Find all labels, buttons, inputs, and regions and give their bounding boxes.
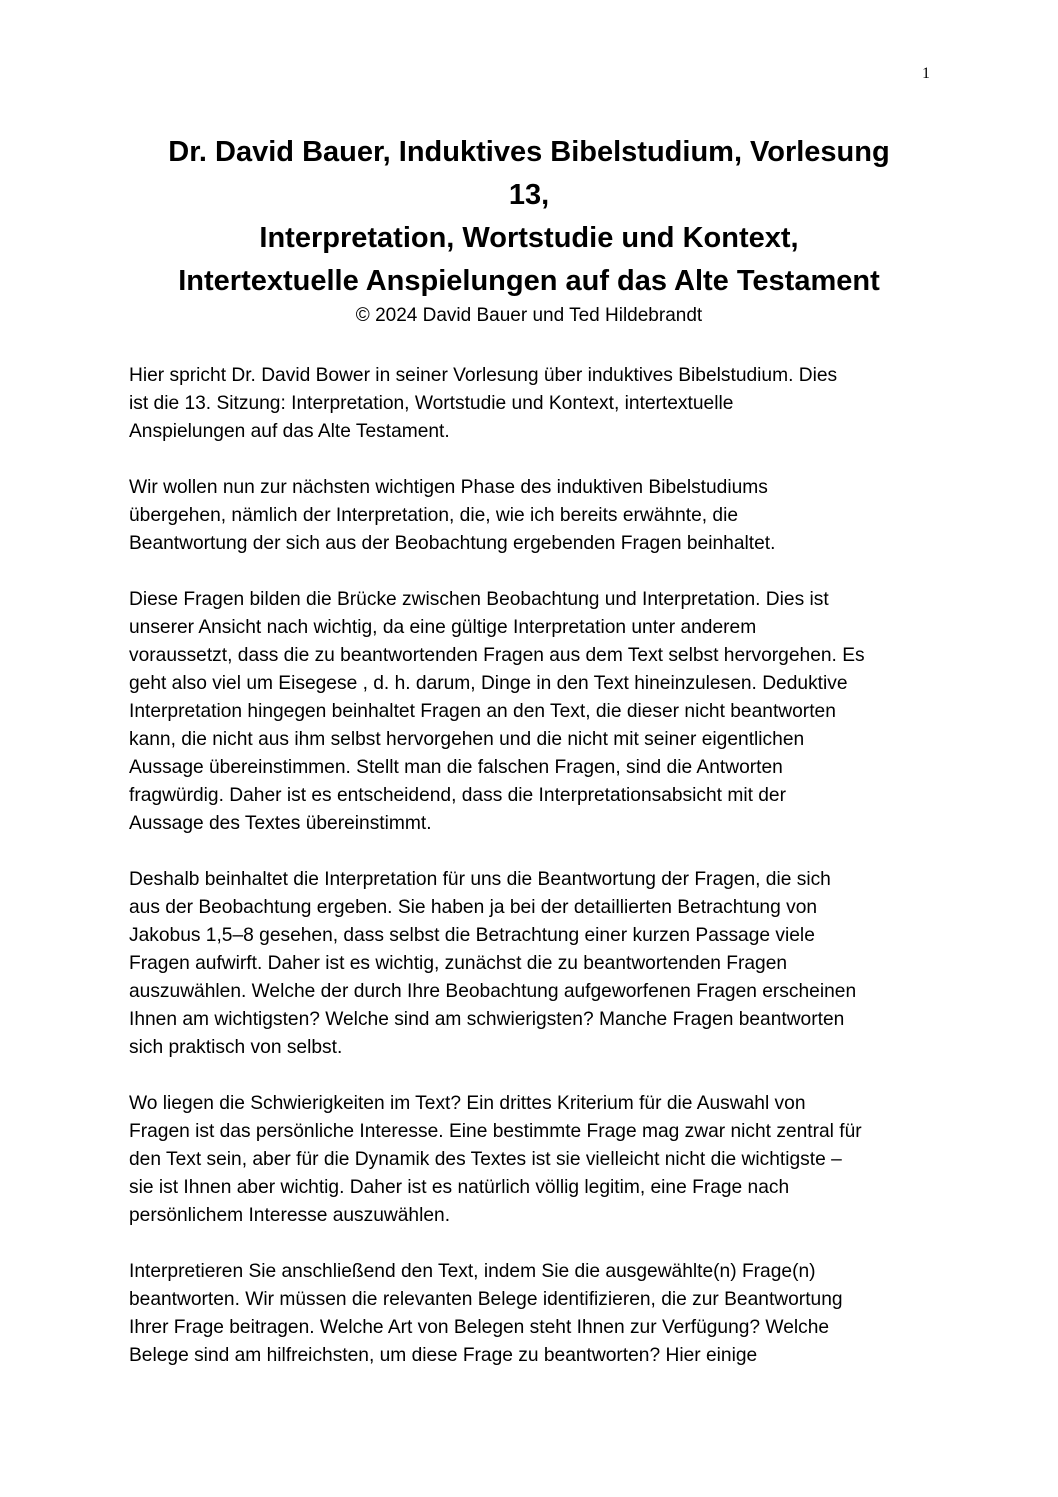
- text-line: Beantwortung der sich aus der Beobachtung ergebenden Fragen beinhaltet.: [129, 533, 776, 554]
- paragraph-3: [129, 586, 939, 838]
- text-line: übergehen, nämlich der Interpretation, die, wie ich bereits erwähnte, die: [129, 505, 739, 526]
- text-line: sie ist Ihnen aber wichtig. Daher ist es natürlich völlig legitim, eine Frage nach: [129, 1177, 790, 1198]
- text-line: ist die 13. Sitzung: Interpretation, Wortstudie und Kontext, intertextuelle: [129, 393, 734, 414]
- title-line-3: Interpretation, Wortstudie und Kontext,: [259, 222, 799, 254]
- text-line: Diese Fragen bilden die Brücke zwischen Beobachtung und Interpretation. Dies ist: [129, 589, 829, 610]
- text-line: Deshalb beinhaltet die Interpretation für uns die Beantwortung der Fragen, die sich: [129, 869, 831, 890]
- page-number: 1: [922, 65, 930, 82]
- title-line-4: Intertextuelle Anspielungen auf das Alte Testament: [178, 265, 880, 297]
- text-line: Ihnen am wichtigsten? Welche sind am schwierigsten? Manche Fragen beantworten: [129, 1009, 845, 1030]
- text-line: Interpretieren Sie anschließend den Text, indem Sie die ausgewählte(n) Frage(n): [129, 1261, 816, 1282]
- text-line: den Text sein, aber für die Dynamik des Textes ist sie vielleicht nicht die wichtigste –: [129, 1149, 842, 1170]
- text-line: auszuwählen. Welche der durch Ihre Beobachtung aufgeworfenen Fragen erscheinen: [129, 981, 857, 1002]
- text-line: sich praktisch von selbst.: [129, 1037, 343, 1058]
- text-line: Jakobus 1,5–8 gesehen, dass selbst die Betrachtung einer kurzen Passage viele: [129, 925, 815, 946]
- document-body: [129, 362, 939, 1398]
- paragraph-4: [129, 866, 939, 1062]
- text-line: aus der Beobachtung ergeben. Sie haben ja bei der detaillierten Betrachtung von: [129, 897, 818, 918]
- title-line-2: 13,: [508, 179, 550, 211]
- text-line: kann, die nicht aus ihm selbst hervorgehen und die nicht mit seiner eigentlichen: [129, 729, 805, 750]
- text-line: Wir wollen nun zur nächsten wichtigen Phase des induktiven Bibelstudiums: [129, 477, 768, 498]
- text-line: Interpretation hingegen beinhaltet Fragen an den Text, die dieser nicht beantworten: [129, 701, 836, 722]
- text-line: geht also viel um Eisegese , d. h. darum, Dinge in den Text hineinzulesen. Deduktive: [129, 673, 848, 694]
- text-line: unserer Ansicht nach wichtig, da eine gültige Interpretation unter anderem: [129, 617, 757, 638]
- text-line: Anspielungen auf das Alte Testament.: [129, 421, 450, 442]
- document-header: [100, 131, 958, 329]
- title-line-1: Dr. David Bauer, Induktives Bibelstudium, Vorlesung: [168, 136, 890, 168]
- text-line: Wo liegen die Schwierigkeiten im Text? Ein drittes Kriterium für die Auswahl von: [129, 1093, 806, 1114]
- copyright-line: © 2024 David Bauer und Ted Hildebrandt: [355, 305, 703, 326]
- paragraph-5: [129, 1090, 939, 1230]
- text-line: persönlichem Interesse auszuwählen.: [129, 1205, 451, 1226]
- text-line: Hier spricht Dr. David Bower in seiner Vorlesung über induktives Bibelstudium. Dies: [129, 365, 838, 386]
- paragraph-6: [129, 1258, 939, 1370]
- paragraph-1: [129, 362, 939, 446]
- text-line: Aussage des Textes übereinstimmt.: [129, 813, 432, 834]
- text-line: Ihrer Frage beitragen. Welche Art von Belegen steht Ihnen zur Verfügung? Welche: [129, 1317, 830, 1338]
- text-line: Aussage übereinstimmen. Stellt man die falschen Fragen, sind die Antworten: [129, 757, 783, 778]
- paragraph-2: [129, 474, 939, 558]
- text-line: beantworten. Wir müssen die relevanten Belege identifizieren, die zur Beantwortung: [129, 1289, 843, 1310]
- text-line: Belege sind am hilfreichsten, um diese Frage zu beantworten? Hier einige: [129, 1345, 758, 1366]
- text-line: Fragen ist das persönliche Interesse. Eine bestimmte Frage mag zwar nicht zentral für: [129, 1121, 862, 1142]
- text-line: Fragen aufwirft. Daher ist es wichtig, zunächst die zu beantwortenden Fragen: [129, 953, 788, 974]
- text-line: voraussetzt, dass die zu beantwortenden Fragen aus dem Text selbst hervorgehen. Es: [129, 645, 865, 666]
- text-line: fragwürdig. Daher ist es entscheidend, dass die Interpretationsabsicht mit der: [129, 785, 786, 806]
